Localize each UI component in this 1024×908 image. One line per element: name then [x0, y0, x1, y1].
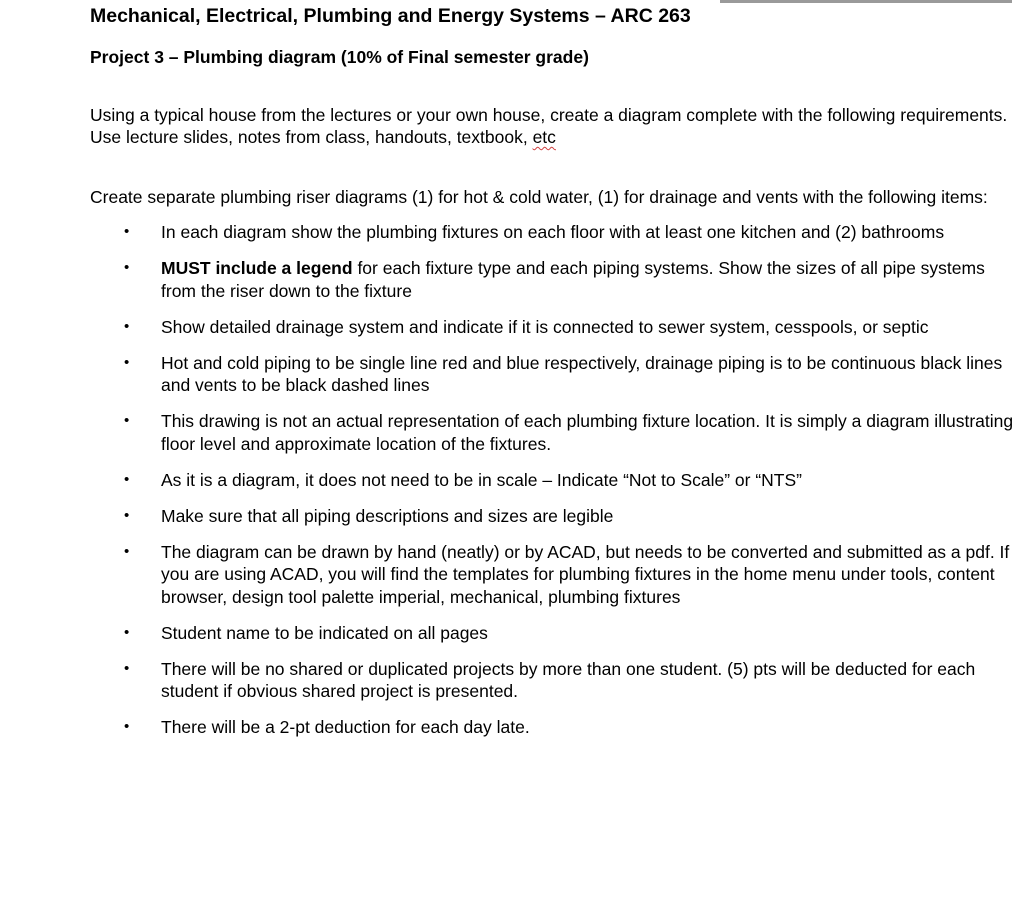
- intro-paragraph: [90, 104, 1015, 148]
- bullet-icon: •: [124, 353, 130, 371]
- bullet-icon: •: [124, 506, 130, 524]
- bullet-icon: •: [124, 223, 130, 240]
- requirements-list: [90, 221, 1015, 739]
- bullet-icon: •: [124, 623, 130, 641]
- bullet-icon: •: [124, 718, 130, 735]
- list-item: [90, 469, 1015, 492]
- document-title: Mechanical, Electrical, Plumbing and Energy Systems – ARC 263: [90, 5, 691, 27]
- list-item: [90, 410, 1015, 455]
- bullet-icon: •: [124, 412, 130, 429]
- requirement-text: Show detailed drainage system and indicate if it is connected to sewer system, cesspools, or septic: [161, 316, 929, 337]
- list-item: [90, 352, 1015, 397]
- requirement-text: Hot and cold piping to be single line red and blue respectively, drainage piping is to be continuous black lines and vents to be black dashed lines: [161, 352, 1003, 395]
- requirement-text: As it is a diagram, it does not need to be in scale – Indicate “Not to Scale” or “NTS”: [161, 469, 802, 490]
- requirement-text: Student name to be indicated on all pages: [161, 622, 488, 643]
- bullet-icon: •: [124, 542, 130, 560]
- bullet-icon: •: [124, 659, 130, 677]
- requirement-text: Make sure that all piping descriptions and sizes are legible: [161, 505, 614, 526]
- requirement-text: This drawing is not an actual representation of each plumbing fixture location. It is simply a diagram illustrating floor level and approximate location of the fixtures.: [161, 411, 1014, 454]
- list-item: [90, 541, 1015, 609]
- list-item: [90, 221, 1015, 244]
- list-item: [90, 257, 1015, 302]
- requirement-text: The diagram can be drawn by hand (neatly) or by ACAD, but needs to be converted and submitted as a pdf. If you are using ACAD, you will find the templates for plumbing fixtures in the home menu under tools, content browser, design tool palette imperial, mechanical, plumbing fixtures: [161, 541, 1010, 607]
- spellcheck-marked-word: etc: [532, 127, 556, 147]
- requirement-bold-prefix: MUST include a legend: [161, 258, 353, 278]
- intro-text: Using a typical house from the lectures or your own house, create a diagram complete with the following requirements. Use lecture slides, notes from class, handouts, textbook,: [90, 105, 1008, 147]
- bullet-icon: •: [124, 470, 130, 488]
- bullet-icon: •: [124, 259, 130, 276]
- list-item: [90, 716, 1015, 739]
- list-item: [90, 505, 1015, 528]
- lead-in-paragraph: Create separate plumbing riser diagrams (1) for hot & cold water, (1) for drainage and vents with the following items:: [90, 187, 988, 207]
- list-item: [90, 316, 1015, 339]
- list-item: [90, 658, 1015, 703]
- project-subtitle: Project 3 – Plumbing diagram (10% of Final semester grade): [90, 47, 589, 67]
- requirement-text: There will be no shared or duplicated projects by more than one student. (5) pts will be deducted for each student if obvious shared project is presented.: [161, 658, 976, 701]
- requirement-text: for each fixture type and each piping systems. Show the sizes of all pipe systems from the riser down to the fixture: [161, 258, 985, 301]
- requirement-text: There will be a 2-pt deduction for each day late.: [161, 717, 530, 737]
- top-rule: [720, 0, 1012, 3]
- document-body: [90, 4, 1015, 752]
- bullet-icon: •: [124, 317, 130, 335]
- requirement-text: In each diagram show the plumbing fixtures on each floor with at least one kitchen and (2) bathrooms: [161, 222, 945, 242]
- list-item: [90, 622, 1015, 645]
